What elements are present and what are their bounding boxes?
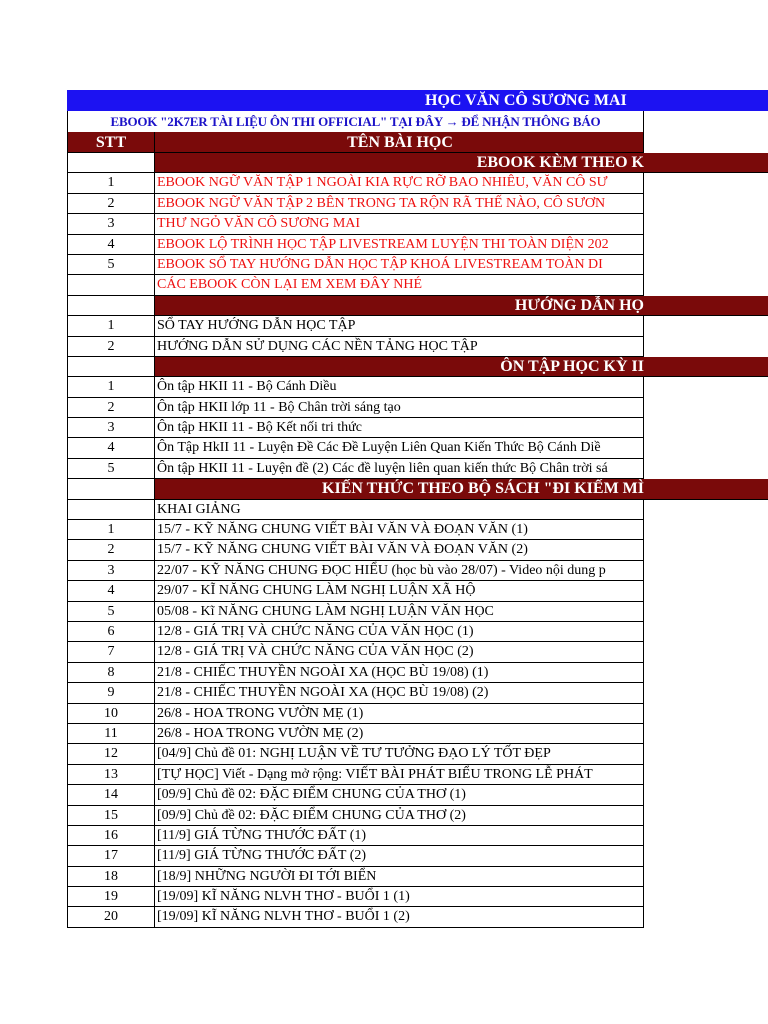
table-row	[67, 561, 768, 581]
table-row	[67, 581, 768, 601]
lesson-link[interactable]: KHAI GIẢNG	[155, 500, 644, 520]
column-header-name: TÊN BÀI HỌC	[155, 132, 644, 153]
ebook-banner-link[interactable]: EBOOK "2K7ER TÀI LIỆU ÔN THI OFFICIAL" TẠI ĐÂY → ĐỂ NHẬN THÔNG BÁO	[67, 111, 644, 132]
table-row	[67, 704, 768, 724]
row-number	[67, 500, 155, 520]
lesson-link[interactable]: [11/9] GIÁ TỪNG THƯỚC ĐẤT (1)	[155, 826, 644, 846]
lesson-link[interactable]: [09/9] Chủ đề 02: ĐẶC ĐIỂM CHUNG CỦA THƠ (1)	[155, 785, 644, 805]
row-number: 4	[67, 581, 155, 601]
row-number: 2	[67, 337, 155, 357]
row-number: 5	[67, 255, 155, 275]
table-row	[67, 459, 768, 479]
section-review	[67, 357, 768, 377]
lesson-link[interactable]: 15/7 - KỸ NĂNG CHUNG VIẾT BÀI VĂN VÀ ĐOẠN VĂN (2)	[155, 540, 644, 560]
lesson-link[interactable]: 29/07 - KĨ NĂNG CHUNG LÀM NGHỊ LUẬN XÃ HỘ	[155, 581, 644, 601]
lesson-link[interactable]: 15/7 - KỸ NĂNG CHUNG VIẾT BÀI VĂN VÀ ĐOẠN VĂN (1)	[155, 520, 644, 540]
table-row	[67, 194, 768, 214]
row-number: 14	[67, 785, 155, 805]
lesson-link[interactable]: 12/8 - GIÁ TRỊ VÀ CHỨC NĂNG CỦA VĂN HỌC (2)	[155, 642, 644, 662]
lesson-link[interactable]: EBOOK NGỮ VĂN TẬP 2 BÊN TRONG TA RỘN RÃ THẾ NÀO, CÔ SƯƠN	[155, 194, 644, 214]
table-row	[67, 316, 768, 336]
section-title-ebook: EBOOK KÈM THEO K	[476, 154, 644, 171]
lesson-link[interactable]: Ôn Tập HkII 11 - Luyện Đề Các Đề Luyện Liên Quan Kiến Thức Bộ Cánh Diề	[155, 438, 644, 458]
row-number: 3	[67, 214, 155, 234]
row-number: 1	[67, 520, 155, 540]
table-row	[67, 785, 768, 805]
review-list	[67, 377, 768, 479]
table-row	[67, 806, 768, 826]
table-row	[67, 500, 768, 520]
table-row	[67, 520, 768, 540]
table-row	[67, 255, 768, 275]
lesson-link[interactable]: [04/9] Chủ đề 01: NGHỊ LUẬN VỀ TƯ TƯỞNG ĐẠO LÝ TỐT ĐẸP	[155, 744, 644, 764]
table-row	[67, 867, 768, 887]
lesson-link[interactable]: EBOOK SỔ TAY HƯỚNG DẪN HỌC TẬP KHOÁ LIVESTREAM TOÀN DI	[155, 255, 644, 275]
lesson-link[interactable]: 26/8 - HOA TRONG VƯỜN MẸ (1)	[155, 704, 644, 724]
lesson-link[interactable]: EBOOK LỘ TRÌNH HỌC TẬP LIVESTREAM LUYỆN THI TOÀN DIỆN 202	[155, 235, 644, 255]
table-row	[67, 683, 768, 703]
row-number: 20	[67, 907, 155, 927]
table-row	[67, 765, 768, 785]
row-number: 2	[67, 398, 155, 418]
lesson-link[interactable]: SỔ TAY HƯỚNG DẪN HỌC TẬP	[155, 316, 644, 336]
row-number: 8	[67, 663, 155, 683]
row-number: 1	[67, 377, 155, 397]
lesson-link[interactable]: EBOOK NGỮ VĂN TẬP 1 NGOÀI KIA RỰC RỠ BAO NHIÊU, VĂN CÔ SƯ	[155, 173, 644, 193]
table-row	[67, 642, 768, 662]
lesson-link[interactable]: HƯỚNG DẪN SỬ DỤNG CÁC NỀN TẢNG HỌC TẬP	[155, 337, 644, 357]
lesson-link[interactable]: [TỰ HỌC] Viết - Dạng mở rộng: VIẾT BÀI PHÁT BIỂU TRONG LỄ PHÁT	[155, 765, 644, 785]
row-number: 17	[67, 846, 155, 866]
section-title-review: ÔN TẬP HỌC KỲ II	[500, 357, 644, 375]
row-number: 5	[67, 459, 155, 479]
lesson-link[interactable]: 21/8 - CHIẾC THUYỀN NGOÀI XA (HỌC BÙ 19/08) (2)	[155, 683, 644, 703]
table-row	[67, 173, 768, 193]
row-number: 3	[67, 418, 155, 438]
lesson-link[interactable]: [18/9] NHỮNG NGƯỜI ĐI TỚI BIỂN	[155, 867, 644, 887]
section-ebook	[67, 153, 768, 173]
section-guide	[67, 296, 768, 316]
row-number: 3	[67, 561, 155, 581]
row-number: 5	[67, 602, 155, 622]
table-row	[67, 214, 768, 234]
row-number: 1	[67, 173, 155, 193]
row-number: 7	[67, 642, 155, 662]
table-row	[67, 540, 768, 560]
ebook-list	[67, 173, 768, 295]
section-title-knowledge: KIẾN THỨC THEO BỘ SÁCH "ĐI KIẾM MÌ	[322, 480, 644, 498]
table-row	[67, 622, 768, 642]
table-row	[67, 337, 768, 357]
row-number: 11	[67, 724, 155, 744]
lesson-link[interactable]: Ôn tập HKII 11 - Luyện đề (2) Các đề luyện liên quan kiến thức Bộ Chân trời sá	[155, 459, 644, 479]
lesson-link[interactable]: [11/9] GIÁ TỪNG THƯỚC ĐẤT (2)	[155, 846, 644, 866]
table-row	[67, 744, 768, 764]
guide-list	[67, 316, 768, 357]
row-number: 12	[67, 744, 155, 764]
table-row	[67, 418, 768, 438]
lesson-sheet	[67, 90, 768, 928]
lesson-link[interactable]: [19/09] KĨ NĂNG NLVH THƠ - BUỔI 1 (1)	[155, 887, 644, 907]
section-title-guide: HƯỚNG DẪN HỌ	[514, 296, 644, 314]
row-number: 15	[67, 806, 155, 826]
row-number: 1	[67, 316, 155, 336]
lesson-link[interactable]: [09/9] Chủ đề 02: ĐẶC ĐIỂM CHUNG CỦA THƠ (2)	[155, 806, 644, 826]
table-row	[67, 235, 768, 255]
row-number: 4	[67, 235, 155, 255]
row-number: 19	[67, 887, 155, 907]
table-row	[67, 438, 768, 458]
page-title: HỌC VĂN CÔ SƯƠNG MAI	[67, 90, 768, 111]
table-row	[67, 846, 768, 866]
table-row	[67, 724, 768, 744]
row-number: 13	[67, 765, 155, 785]
lesson-link[interactable]: THƯ NGỎ VĂN CÔ SƯƠNG MAI	[155, 214, 644, 234]
row-number	[67, 275, 155, 295]
table-header	[67, 132, 768, 153]
table-row	[67, 602, 768, 622]
row-number: 10	[67, 704, 155, 724]
row-number: 16	[67, 826, 155, 846]
table-row	[67, 398, 768, 418]
row-number: 6	[67, 622, 155, 642]
row-number: 18	[67, 867, 155, 887]
knowledge-list	[67, 500, 768, 928]
lesson-link[interactable]: Ôn tập HKII 11 - Bộ Kết nối tri thức	[155, 418, 644, 438]
row-number: 2	[67, 194, 155, 214]
banner-row	[67, 111, 768, 132]
lesson-link[interactable]: 26/8 - HOA TRONG VƯỜN MẸ (2)	[155, 724, 644, 744]
lesson-link[interactable]: 21/8 - CHIẾC THUYỀN NGOÀI XA (HỌC BÙ 19/08) (1)	[155, 663, 644, 683]
table-row	[67, 907, 768, 927]
lesson-link[interactable]: 22/07 - KỸ NĂNG CHUNG ĐỌC HIỂU (học bù vào 28/07) - Video nội dung p	[155, 561, 644, 581]
row-number: 4	[67, 438, 155, 458]
table-row	[67, 826, 768, 846]
table-row	[67, 275, 768, 295]
lesson-link[interactable]: [19/09] KĨ NĂNG NLVH THƠ - BUỔI 1 (2)	[155, 907, 644, 927]
lesson-link[interactable]: 12/8 - GIÁ TRỊ VÀ CHỨC NĂNG CỦA VĂN HỌC (1)	[155, 622, 644, 642]
lesson-link[interactable]: Ôn tập HKII lớp 11 - Bộ Chân trời sáng tạo	[155, 398, 644, 418]
table-row	[67, 887, 768, 907]
title-row	[67, 90, 768, 111]
column-header-stt: STT	[67, 132, 155, 153]
section-knowledge	[67, 479, 768, 499]
lesson-link[interactable]: Ôn tập HKII 11 - Bộ Cánh Diều	[155, 377, 644, 397]
table-row	[67, 377, 768, 397]
lesson-link[interactable]: CÁC EBOOK CÒN LẠI EM XEM ĐÂY NHÉ	[155, 275, 644, 295]
table-row	[67, 663, 768, 683]
row-number: 2	[67, 540, 155, 560]
lesson-link[interactable]: 05/08 - Kĩ NĂNG CHUNG LÀM NGHỊ LUẬN VĂN HỌC	[155, 602, 644, 622]
row-number: 9	[67, 683, 155, 703]
